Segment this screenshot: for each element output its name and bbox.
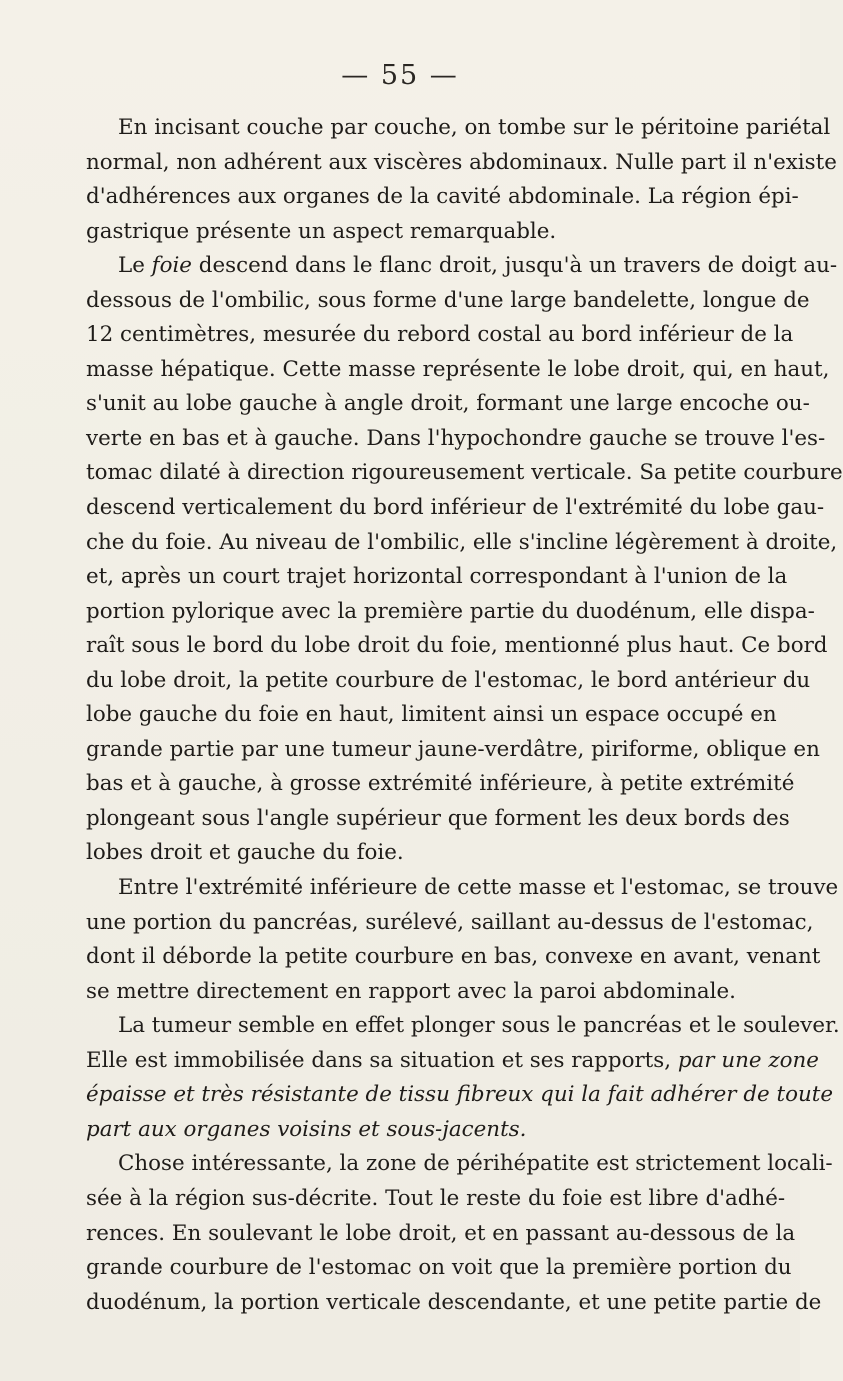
text-line: La tumeur semble en effet plonger sous le pancréas et le soulever. (118, 1013, 840, 1039)
italic-segment: part aux organes voisins et sous-jacents. (86, 1116, 527, 1142)
text-line-italic (54, 1113, 743, 1148)
text-line: une portion du pancréas, surélevé, saillant au-dessus de l'estomac, (86, 909, 814, 935)
text-line: raît sous le bord du lobe droit du foie, mentionné plus haut. Ce bord (86, 633, 828, 659)
text-line: du lobe droit, la petite courbure de l'estomac, le bord antérieur du (86, 667, 811, 693)
text-line-italic (54, 1078, 833, 1113)
text-line-mixed (54, 1044, 819, 1079)
paragraph-1 (54, 111, 837, 249)
paragraph-5 (54, 1147, 833, 1320)
italic-segment: épaisse et très résistante de tissu fibreux qui la fait adhérer de toute (86, 1082, 833, 1108)
text-line: se mettre directement en rapport avec la paroi abdominale. (86, 978, 736, 1004)
paragraph-2 (54, 249, 843, 871)
text-line: dessous de l'ombilic, sous forme d'une large bandelette, longue de (86, 287, 810, 313)
text-line: bas et à gauche, à grosse extrémité inférieure, à petite extrémité (86, 771, 795, 797)
text-line: descend verticalement du bord inférieur de l'extrémité du lobe gau- (86, 495, 825, 521)
paragraph-3 (54, 871, 839, 1009)
text-line: d'adhérences aux organes de la cavité abdominale. La région épi- (86, 184, 799, 210)
text-line: rences. En soulevant le lobe droit, et en passant au-dessous de la (86, 1220, 796, 1246)
page-number: — 55 — (341, 60, 459, 91)
text-line: s'unit au lobe gauche à angle droit, formant une large encoche ou- (86, 391, 810, 417)
text-line: Chose intéressante, la zone de périhépatite est strictement locali- (118, 1151, 833, 1177)
text-line: tomac dilaté à direction rigoureusement verticale. Sa petite courbure (86, 460, 843, 486)
text-line: Entre l'extrémité inférieure de cette masse et l'estomac, se trouve (118, 875, 839, 901)
text-segment: Le (118, 253, 152, 279)
text-line: sée à la région sus-décrite. Tout le reste du foie est libre d'adhé- (86, 1185, 786, 1211)
text-line: grande partie par une tumeur jaune-verdâtre, piriforme, oblique en (86, 736, 820, 762)
text-line: dont il déborde la petite courbure en bas, convexe en avant, venant (86, 944, 821, 970)
body-text (54, 111, 843, 1320)
text-line: 12 centimètres, mesurée du rebord costal au bord inférieur de la (86, 322, 794, 348)
text-line: lobes droit et gauche du foie. (86, 840, 404, 866)
italic-segment: foie (151, 253, 192, 279)
text-line: masse hépatique. Cette masse représente le lobe droit, qui, en haut, (86, 356, 830, 382)
text-line: gastrique présente un aspect remarquable. (86, 218, 557, 244)
text-line: duodénum, la portion verticale descendante, et une petite partie de (86, 1289, 822, 1315)
italic-line-start (118, 253, 837, 278)
text-line: che du foie. Au niveau de l'ombilic, elle s'incline légèrement à droite, (86, 529, 838, 555)
text-line-italic-first (54, 249, 838, 284)
text-line: normal, non adhérent aux viscères abdominaux. Nulle part il n'existe (86, 149, 837, 175)
text-line: verte en bas et à gauche. Dans l'hypochondre gauche se trouve l'es- (86, 425, 826, 451)
text-line: En incisant couche par couche, on tombe sur le péritoine pariétal (118, 115, 831, 140)
text-segment: Elle est immobilisée dans sa situation et ses rapports, (86, 1047, 678, 1073)
text-line: lobe gauche du foie en haut, limitent ainsi un espace occupé en (86, 702, 777, 728)
text-segment: descend dans le flanc droit, jusqu'à un travers de doigt au- (191, 253, 838, 279)
text-line: et, après un court trajet horizontal correspondant à l'union de la (86, 564, 788, 590)
text-line: grande courbure de l'estomac on voit que la première portion du (86, 1255, 792, 1281)
text-line: portion pylorique avec la première partie du duodénum, elle dispa- (86, 598, 815, 624)
paragraph-4 (54, 1009, 840, 1147)
italic-segment: par une zone (677, 1047, 819, 1073)
text-line: plongeant sous l'angle supérieur que forment les deux bords des (86, 805, 790, 831)
